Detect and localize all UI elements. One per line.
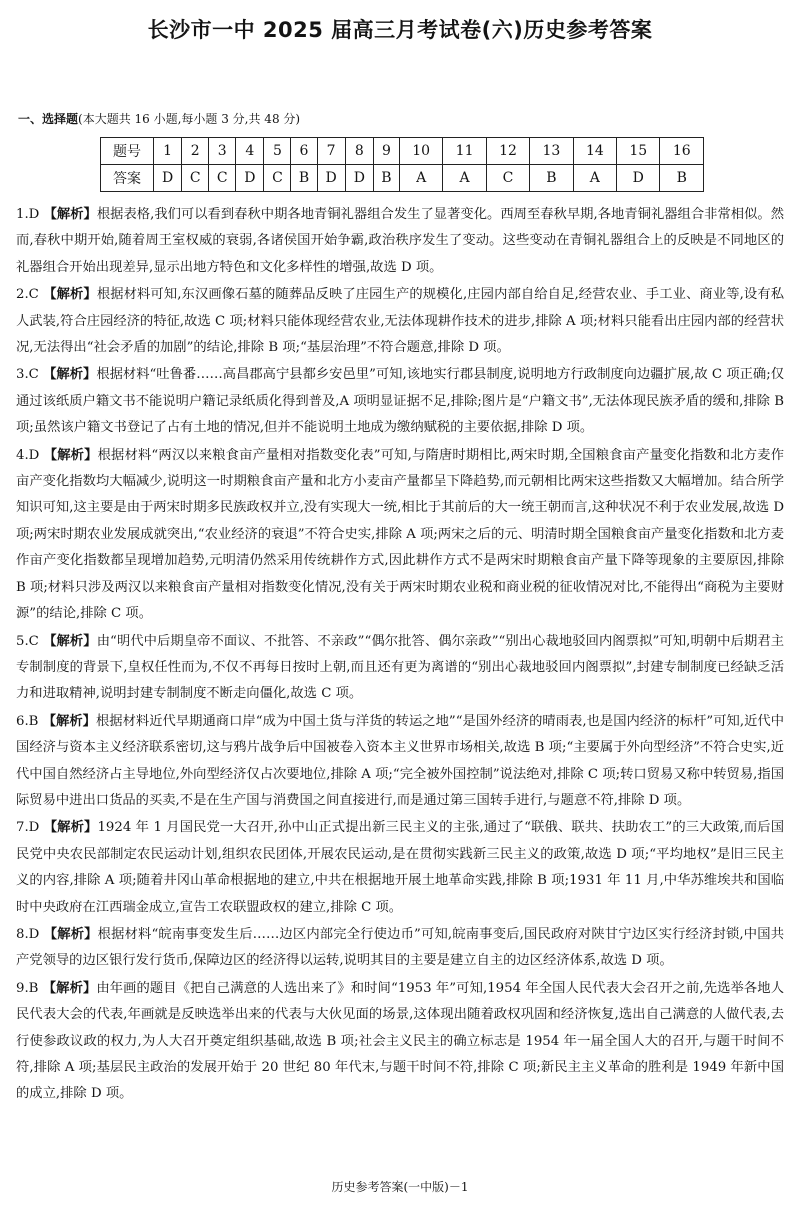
section-note: (本大题共 16 小题,每小题 3 分,共 48 分): [78, 112, 301, 126]
analysis-tag: 【解析】: [43, 926, 98, 942]
question-number-cell: 9: [373, 138, 399, 165]
question-number-cell: 1: [154, 138, 182, 165]
explanation-item: [16, 443, 784, 628]
answer-cell: B: [530, 165, 573, 192]
item-number: 3.C: [16, 367, 39, 383]
question-number-cell: 10: [399, 138, 442, 165]
analysis-tag: 【解析】: [43, 820, 98, 836]
explanation-item: [16, 362, 784, 441]
answer-cell: C: [209, 165, 236, 192]
item-number: 1.D: [16, 207, 40, 222]
page-footer: 历史参考答案(一中版)－1: [331, 1180, 469, 1194]
row-label-question: 题号: [101, 138, 154, 165]
analysis-tag: 【解析】: [42, 980, 97, 996]
question-number-cell: 14: [573, 138, 616, 165]
item-number: 9.B: [16, 980, 39, 996]
explanation-item: [16, 815, 784, 921]
question-number-cell: 13: [530, 138, 573, 165]
answer-cell: A: [399, 165, 442, 192]
question-number-cell: 12: [486, 138, 529, 165]
row-label-answer: 答案: [101, 165, 154, 192]
answer-cell: D: [317, 165, 345, 192]
question-number-cell: 11: [443, 138, 486, 165]
section-heading: [18, 110, 300, 127]
item-text: 根据表格,我们可以看到春秋中期各地青铜礼器组合发生了显著变化。西周至春秋早期,各地青铜礼器组合非常相似。然而,春秋中期开始,随着周王室权威的衰弱,各诸侯国开始争霸,政治秩序发生了变动。这些变动在青铜礼器组合上的反映是不同地区的礼器组合开始出现差异,显示出地方特色和文化多样性的增强,故选 D 项。: [16, 207, 785, 275]
item-number: 2.C: [16, 287, 39, 303]
item-text: 1924 年 1 月国民党一大召开,孙中山正式提出新三民主义的主张,通过了“联俄、联共、扶助农工”的三大政策,而后国民党中央农民部制定农民运动计划,组织农民团体,开展农民运动,是在贯彻实践新三民主义的政策,故选 D 项;“平均地权”是旧三民主义的内容,排除 A 项;随着井冈山革命根据地的建立,中共在根据地开展土地革命实践,排除 B 项;1931 年 11 月,中华苏维埃共和国临时中央政府在江西瑞金成立,宣告工农联盟政权的建立,排除 C 项。: [16, 820, 785, 915]
question-number-cell: 6: [291, 138, 317, 165]
analysis-tag: 【解析】: [43, 207, 97, 222]
item-number: 7.D: [16, 820, 40, 836]
answer-cell: D: [154, 165, 182, 192]
item-text: 由年画的题目《把自己满意的人选出来了》和时间“1953 年”可知,1954 年全国人民代表大会召开之前,先选举各地人民代表大会的代表,年画就是反映选举出来的代表与大伙见面的场景,这体现出随着政权巩固和经济恢复,选出自己满意的人做代表,去行使参政议政的权力,为人大召开奠定组织基础,故选 B 项;社会主义民主的确立标志是 1954 年一届全国人大的召开,与题干时间不符,排除 A 项;基层民主政治的发展开始于 20 世纪 80 年代末,与题干时间不符,排除 C 项;新民主主义革命的胜利是 1949 年新中国的成立,排除 D 项。: [16, 980, 784, 1102]
answer-cell: C: [486, 165, 529, 192]
analysis-tag: 【解析】: [43, 287, 97, 303]
answer-cell: D: [236, 165, 264, 192]
answer-cell: A: [443, 165, 486, 192]
answer-cell: C: [182, 165, 209, 192]
answer-cell: C: [264, 165, 291, 192]
answer-cell: D: [345, 165, 373, 192]
analysis-tag: 【解析】: [43, 367, 97, 383]
analysis-tag: 【解析】: [43, 633, 97, 649]
question-number-cell: 15: [617, 138, 660, 165]
item-text: 根据材料近代早期通商口岸“成为中国土货与洋货的转运之地”“是国外经济的晴雨表,也是国内经济的标杆”可知,近代中国经济与资本主义经济联系密切,这与鸦片战争后中国被卷入资本主义世界市场相关,故选 B 项;“主要属于外向型经济”不符合史实,近代中国自然经济占主导地位,外向型经济仅占次要地位,排除 A 项;“完全被外国控制”说法绝对,排除 C 项;转口贸易又称中转贸易,指国际贸易中进出口货品的买卖,不是在生产国与消费国之间直接进行,而是通过第三国转手进行,与题意不符,排除 D 项。: [16, 713, 784, 808]
explanation-item: [16, 976, 784, 1108]
item-number: 6.B: [16, 713, 39, 729]
answer-cell: B: [291, 165, 317, 192]
item-text: 根据材料“吐鲁番……高昌郡高宁县都乡安邑里”可知,该地实行郡县制度,说明地方行政制度向边疆扩展,故 C 项正确;仅通过该纸质户籍文书不能说明户籍记录纸质化得到普及,A 项明显证据不足,排除;图片是“户籍文书”,无法体现民族矛盾的缓和,排除 B 项;虽然该户籍文书登记了占有土地的情况,但并不能说明土地成为缴纳赋税的主要依据,排除 D 项。: [16, 367, 785, 436]
answer-cell: D: [617, 165, 660, 192]
question-number-row: [101, 138, 704, 165]
question-number-cell: 5: [264, 138, 291, 165]
answer-cell: A: [573, 165, 616, 192]
answer-cell: B: [660, 165, 704, 192]
question-number-cell: 7: [317, 138, 345, 165]
answer-row: [101, 165, 704, 192]
explanation-item: [16, 202, 784, 281]
question-number-cell: 3: [209, 138, 236, 165]
explanation-item: [16, 709, 784, 815]
item-number: 8.D: [16, 926, 40, 942]
explanation-item: [16, 629, 784, 708]
question-number-cell: 8: [345, 138, 373, 165]
item-number: 4.D: [16, 447, 40, 463]
explanation-list: [16, 202, 784, 1109]
analysis-tag: 【解析】: [42, 713, 96, 729]
question-number-cell: 16: [660, 138, 704, 165]
analysis-tag: 【解析】: [43, 447, 98, 463]
item-text: 根据材料“两汉以来粮食亩产量相对指数变化表”可知,与隋唐时期相比,两宋时期,全国粮食亩产量变化指数和北方麦作亩产变化指数均大幅减少,说明这一时期粮食亩产量和北方小麦亩产量都呈下降趋势,而元朝相比两宋这些指数又大幅增加。结合所学知识可知,这主要是由于两宋时期多民族政权并立,没有实现大一统,相比于其前后的大一统王朝而言,这种状况不利于农业发展,故选 D 项;两宋时期农业发展成就突出,“农业经济的衰退”不符合史实,排除 A 项;两宋之后的元、明清时期全国粮食亩产量变化指数和北方麦作亩产变化指数都呈现增加趋势,元明清仍然采用传统耕作方式,因此耕作方式不是两宋时期粮食亩产量下降等现象的主要原因,排除 B 项;材料只涉及两汉以来粮食亩产量相对指数变化情况,没有关于两宋时期农业税和商业税的征收情况对比,不能得出“商税为主要财源”的结论,排除 C 项。: [16, 447, 784, 622]
item-number: 5.C: [16, 633, 39, 649]
item-text: 根据材料“皖南事变发生后……边区内部完全行使边币”可知,皖南事变后,国民政府对陕甘宁边区实行经济封锁,中国共产党领导的边区银行发行货币,保障边区的经济得以运转,说明其目的主要是建立自主的边区经济体系,故选 D 项。: [16, 926, 785, 969]
explanation-item: [16, 282, 784, 361]
answer-cell: B: [373, 165, 399, 192]
explanation-item: [16, 922, 784, 975]
page-title: 长沙市一中 2025 届高三月考试卷(六)历史参考答案: [147, 18, 653, 42]
item-text: 根据材料可知,东汉画像石墓的随葬品反映了庄园生产的规模化,庄园内部自给自足,经营农业、手工业、商业等,设有私人武装,符合庄园经济的特征,故选 C 项;材料只能体现经营农业,无法体现耕作技术的进步,排除 A 项;材料只能看出庄园内部的经营状况,无法得出“社会矛盾的加剧”的结论,排除 B 项;“基层治理”不符合题意,排除 D 项。: [16, 287, 785, 356]
item-text: 由“明代中后期皇帝不面议、不批答、不亲政”“偶尔批答、偶尔亲政”“别出心裁地驳回内阁票拟”可知,明朝中后期君主专制制度的背景下,皇权任性而为,不仅不再每日按时上朝,而且还有更为离谱的“别出心裁地驳回内阁票拟”,封建专制制度已经缺乏活力和进取精神,说明封建专制制度不断走向僵化,故选 C 项。: [16, 633, 784, 702]
section-label: 一、选择题: [18, 112, 79, 126]
question-number-cell: 2: [182, 138, 209, 165]
question-number-cell: 4: [236, 138, 264, 165]
answer-table: [100, 137, 704, 192]
